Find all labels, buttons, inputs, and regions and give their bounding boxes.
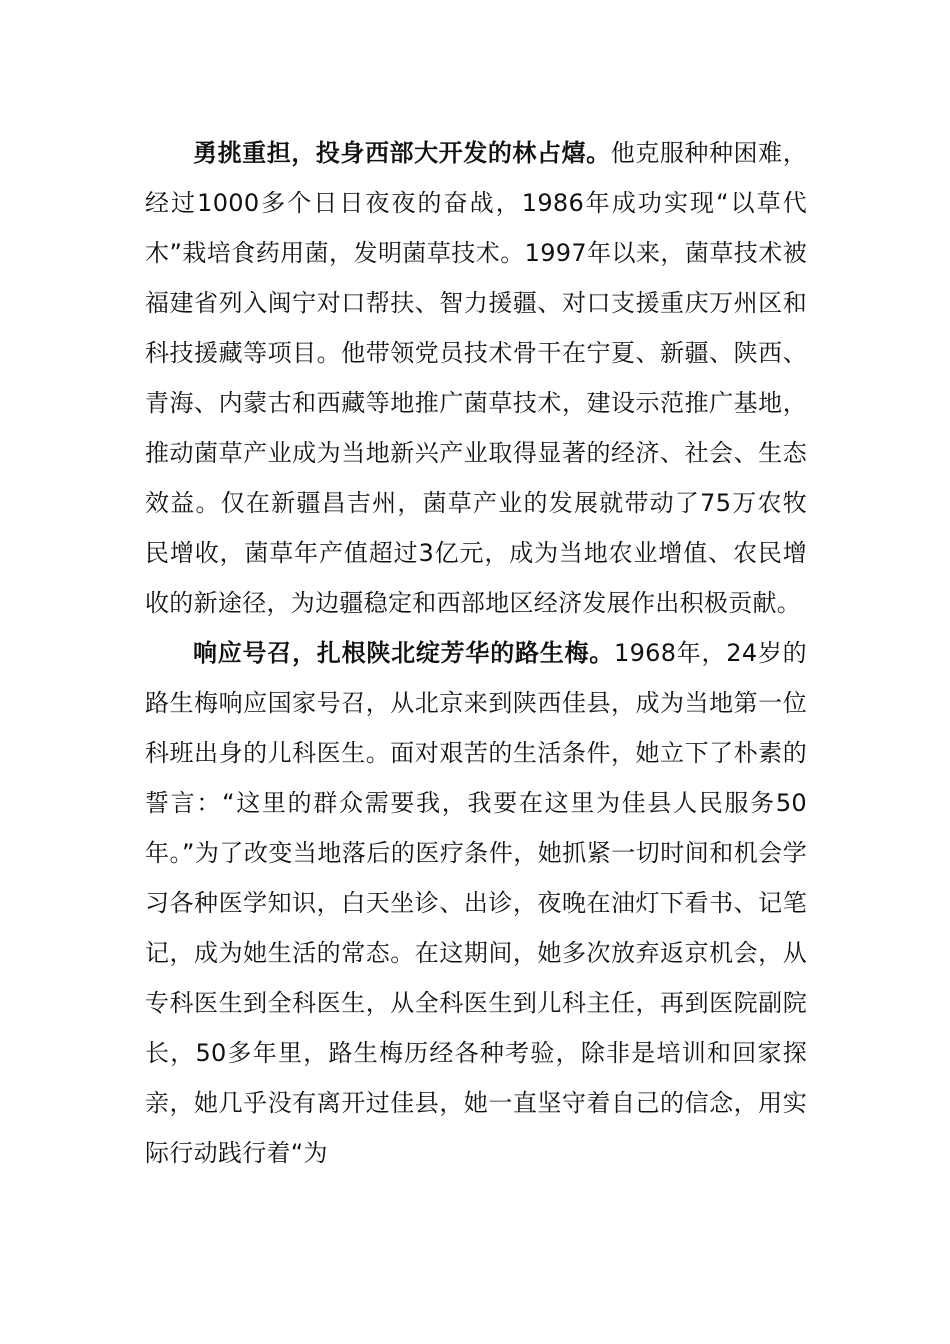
paragraph-lu-shengmei	[145, 628, 807, 1178]
paragraph-body: 他克服种种困难，经过1000多个日日夜夜的奋战，1986年成功实现“以草代木”栽培食药用菌，发明菌草技术。1997年以来，菌草技术被福建省列入闽宁对口帮扶、智力援疆、对口支援重庆万州区和科技援藏等项目。他带领党员技术骨干在宁夏、新疆、陕西、青海、内蒙古和西藏等地推广菌草技术，建设示范推广基地，推动菌草产业成为当地新兴产业取得显著的经济、社会、生态效益。仅在新疆昌吉州，菌草产业的发展就带动了75万农牧民增收，菌草年产值超过3亿元，成为当地农业增值、农民增收的新途径，为边疆稳定和西部地区经济发展作出积极贡献。	[145, 139, 807, 617]
paragraph-lin-zhanxi	[145, 128, 807, 628]
paragraph-heading: 勇挑重担，投身西部大开发的林占熺。	[193, 139, 611, 167]
paragraph-body: 1968年，24岁的路生梅响应国家号召，从北京来到陕西佳县，成为当地第一位科班出身的儿科医生。面对艰苦的生活条件，她立下了朴素的誓言：“这里的群众需要我，我要在这里为佳县人民服务50年。”为了改变当地落后的医疗条件，她抓紧一切时间和机会学习各种医学知识，白天坐诊、出诊，夜晚在油灯下看书、记笔记，成为她生活的常态。在这期间，她多次放弃返京机会，从专科医生到全科医生，从全科医生到儿科主任，再到医院副院长，50多年里，路生梅历经各种考验，除非是培训和回家探亲，她几乎没有离开过佳县，她一直坚守着自己的信念，用实际行动践行着“为	[145, 639, 807, 1167]
document-page	[145, 128, 807, 1178]
paragraph-heading: 响应号召，扎根陕北绽芳华的路生梅。	[193, 639, 615, 667]
